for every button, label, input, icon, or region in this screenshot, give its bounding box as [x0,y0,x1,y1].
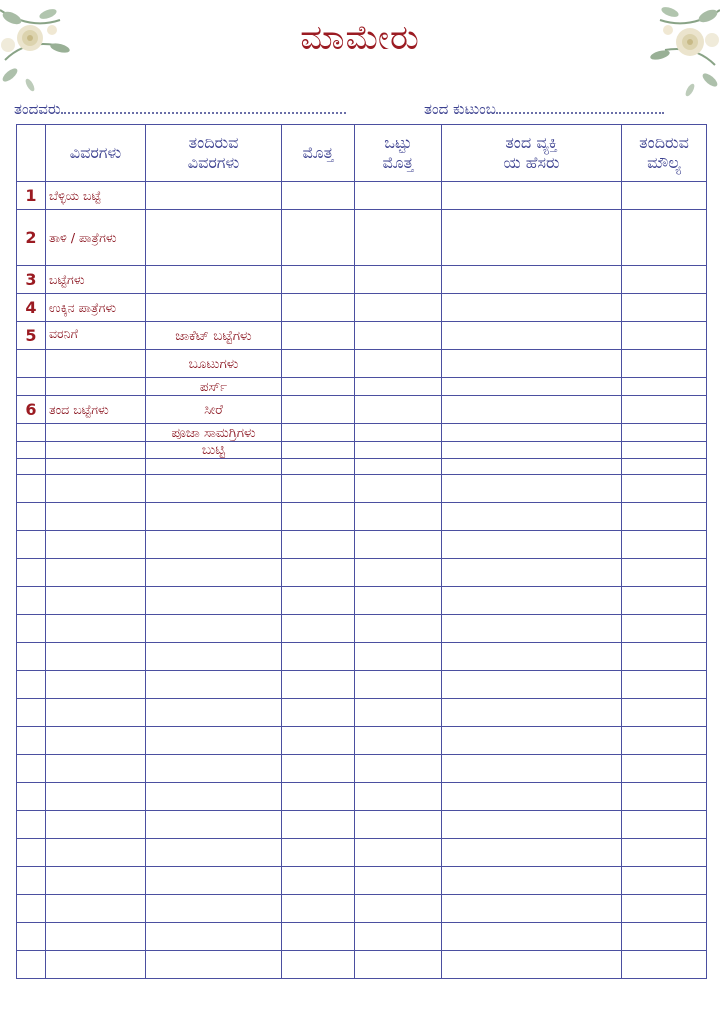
table-row [17,266,707,294]
row-number[interactable] [17,531,46,559]
header-grand-total: ಒಟ್ಟು ಮೊತ್ತ [355,125,442,182]
row-sub-item[interactable] [146,839,282,867]
row-sub-item[interactable] [146,531,282,559]
row-grand-total[interactable] [355,951,442,979]
table-row [17,727,707,755]
row-sub-item [146,266,282,294]
row-grand-total[interactable] [355,699,442,727]
row-person-name[interactable] [442,475,622,503]
row-person-name[interactable] [442,322,622,350]
row-item[interactable] [46,615,146,643]
row-total[interactable] [282,378,355,396]
row-sub-item [146,182,282,210]
table-row [17,424,707,442]
row-sub-item[interactable] [146,951,282,979]
row-grand-total[interactable] [355,923,442,951]
row-item[interactable] [46,923,146,951]
table-row [17,783,707,811]
row-total[interactable] [282,615,355,643]
header-value: ತಂದಿರುವ ಮೌಲ್ಯ [622,125,707,182]
row-item[interactable] [46,755,146,783]
row-grand-total[interactable] [355,322,442,350]
row-grand-total[interactable] [355,210,442,266]
row-value[interactable] [622,951,707,979]
row-person-name[interactable] [442,895,622,923]
table-row [17,839,707,867]
row-item[interactable] [46,643,146,671]
row-value[interactable] [622,459,707,475]
row-person-name[interactable] [442,755,622,783]
table-row [17,503,707,531]
row-sub-item[interactable] [146,727,282,755]
row-grand-total[interactable] [355,839,442,867]
row-number [17,350,46,378]
row-number[interactable] [17,615,46,643]
row-value[interactable] [622,755,707,783]
row-sub-item [146,294,282,322]
table-row [17,475,707,503]
row-sub-item[interactable] [146,811,282,839]
table-row [17,210,707,266]
row-person-name[interactable] [442,559,622,587]
row-person-name[interactable] [442,210,622,266]
table-row [17,182,707,210]
row-sub-item[interactable] [146,643,282,671]
row-grand-total[interactable] [355,587,442,615]
row-number[interactable] [17,643,46,671]
row-value[interactable] [622,503,707,531]
row-sub-item[interactable] [146,923,282,951]
table-row [17,923,707,951]
row-total[interactable] [282,503,355,531]
row-number[interactable] [17,895,46,923]
row-value[interactable] [622,923,707,951]
row-grand-total[interactable] [355,424,442,442]
row-item[interactable] [46,839,146,867]
row-grand-total[interactable] [355,396,442,424]
table-row [17,699,707,727]
row-item[interactable] [46,459,146,475]
row-person-name[interactable] [442,643,622,671]
row-item[interactable] [46,587,146,615]
row-value[interactable] [622,378,707,396]
row-item[interactable] [46,867,146,895]
row-person-name[interactable] [442,923,622,951]
row-item [46,442,146,459]
row-total[interactable] [282,182,355,210]
row-person-name[interactable] [442,783,622,811]
row-sub-item: ಪೂಜಾ ಸಾಮಗ್ರಿಗಳು [146,424,282,442]
row-item[interactable] [46,895,146,923]
row-sub-item[interactable] [146,783,282,811]
row-total[interactable] [282,951,355,979]
row-number[interactable] [17,755,46,783]
row-number [17,378,46,396]
row-grand-total[interactable] [355,643,442,671]
row-item [46,378,146,396]
row-value[interactable] [622,783,707,811]
row-item: ತಂದ ಬಟ್ಟೆಗಳು [46,396,146,424]
row-total[interactable] [282,867,355,895]
row-number[interactable] [17,475,46,503]
table-row [17,895,707,923]
row-total[interactable] [282,699,355,727]
table-row [17,755,707,783]
row-item [46,350,146,378]
row-sub-item[interactable] [146,867,282,895]
row-number[interactable] [17,699,46,727]
table-row [17,615,707,643]
row-total[interactable] [282,839,355,867]
row-person-name[interactable] [442,587,622,615]
row-total[interactable] [282,811,355,839]
row-total[interactable] [282,424,355,442]
row-value[interactable] [622,727,707,755]
row-sub-item[interactable] [146,671,282,699]
row-sub-item [146,210,282,266]
row-number[interactable] [17,459,46,475]
table-row [17,587,707,615]
row-item[interactable] [46,811,146,839]
table-row [17,643,707,671]
row-value[interactable] [622,322,707,350]
row-total[interactable] [282,322,355,350]
row-number: 3 [17,266,46,294]
row-sub-item: ಬೂಟುಗಳು [146,350,282,378]
row-item [46,424,146,442]
row-sub-item[interactable] [146,503,282,531]
row-value[interactable] [622,671,707,699]
row-number[interactable] [17,923,46,951]
row-total[interactable] [282,587,355,615]
brought-family-blank[interactable] [496,111,664,114]
row-total[interactable] [282,396,355,424]
row-number [17,442,46,459]
row-person-name[interactable] [442,503,622,531]
row-grand-total[interactable] [355,783,442,811]
row-number[interactable] [17,671,46,699]
row-grand-total[interactable] [355,294,442,322]
row-grand-total[interactable] [355,615,442,643]
header-brought-details: ತಂದಿರುವ ವಿವರಗಳು [146,125,282,182]
row-total[interactable] [282,350,355,378]
row-item[interactable] [46,503,146,531]
row-number[interactable] [17,951,46,979]
row-item[interactable] [46,951,146,979]
row-grand-total[interactable] [355,867,442,895]
row-grand-total[interactable] [355,182,442,210]
row-person-name[interactable] [442,615,622,643]
brought-by-label: ತಂದವರು [14,100,61,118]
row-value[interactable] [622,867,707,895]
table-row [17,951,707,979]
table-row [17,531,707,559]
row-item: ಬೆಳ್ಳಿಯ ಬಟ್ಟೆ [46,182,146,210]
row-person-name[interactable] [442,442,622,459]
row-sub-item[interactable] [146,895,282,923]
row-person-name[interactable] [442,727,622,755]
row-sub-item[interactable] [146,755,282,783]
row-total[interactable] [282,210,355,266]
row-total[interactable] [282,895,355,923]
row-item[interactable] [46,727,146,755]
row-grand-total[interactable] [355,442,442,459]
brought-family-field[interactable] [424,100,664,118]
row-sub-item[interactable] [146,459,282,475]
row-grand-total[interactable] [355,378,442,396]
table-row [17,867,707,895]
table-row [17,811,707,839]
row-person-name[interactable] [442,531,622,559]
row-number[interactable] [17,811,46,839]
row-sub-item: ಜಾಕೆಟ್ ಬಟ್ಟೆಗಳು [146,322,282,350]
row-total[interactable] [282,559,355,587]
gift-ledger-table [16,124,707,979]
table-row [17,322,707,350]
row-person-name[interactable] [442,182,622,210]
row-total[interactable] [282,442,355,459]
row-number: 2 [17,210,46,266]
row-sub-item[interactable] [146,559,282,587]
row-sub-item: ಬುಟ್ಟಿ [146,442,282,459]
table-header-row [17,125,707,182]
row-sub-item[interactable] [146,699,282,727]
table-row [17,396,707,424]
brought-by-field[interactable] [14,100,346,118]
row-total[interactable] [282,671,355,699]
row-person-name[interactable] [442,839,622,867]
row-number[interactable] [17,839,46,867]
row-value[interactable] [622,266,707,294]
row-person-name[interactable] [442,811,622,839]
row-grand-total[interactable] [355,475,442,503]
row-total[interactable] [282,643,355,671]
row-value[interactable] [622,615,707,643]
row-total[interactable] [282,531,355,559]
header-total: ಮೊತ್ತ [282,125,355,182]
row-total[interactable] [282,475,355,503]
row-total[interactable] [282,294,355,322]
row-item[interactable] [46,531,146,559]
row-grand-total[interactable] [355,350,442,378]
row-number[interactable] [17,587,46,615]
brought-by-blank[interactable] [61,111,346,114]
row-value[interactable] [622,294,707,322]
row-item: ತಾಳಿ / ಪಾತ್ರೆಗಳು [46,210,146,266]
page-title: ಮಾಮೇರು [300,18,420,58]
row-person-name[interactable] [442,350,622,378]
row-value[interactable] [622,811,707,839]
row-sub-item[interactable] [146,475,282,503]
row-number[interactable] [17,559,46,587]
table-row [17,294,707,322]
table-row [17,442,707,459]
table-row [17,671,707,699]
row-person-name[interactable] [442,266,622,294]
header-number [17,125,46,182]
row-value[interactable] [622,643,707,671]
row-person-name[interactable] [442,671,622,699]
row-value[interactable] [622,587,707,615]
table-row [17,378,707,396]
row-total[interactable] [282,266,355,294]
row-grand-total[interactable] [355,727,442,755]
row-item: ಉಕ್ಕಿನ ಪಾತ್ರೆಗಳು [46,294,146,322]
row-grand-total[interactable] [355,811,442,839]
row-number [17,424,46,442]
row-number: 1 [17,182,46,210]
row-value[interactable] [622,839,707,867]
row-grand-total[interactable] [355,266,442,294]
row-value[interactable] [622,531,707,559]
row-person-name[interactable] [442,378,622,396]
row-sub-item: ಸೀರೆ [146,396,282,424]
row-grand-total[interactable] [355,531,442,559]
row-value[interactable] [622,182,707,210]
row-item[interactable] [46,559,146,587]
row-person-name[interactable] [442,294,622,322]
row-item[interactable] [46,699,146,727]
row-number[interactable] [17,503,46,531]
row-grand-total[interactable] [355,503,442,531]
row-sub-item[interactable] [146,615,282,643]
row-grand-total[interactable] [355,755,442,783]
row-sub-item[interactable] [146,587,282,615]
row-value[interactable] [622,396,707,424]
table-row [17,459,707,475]
row-value[interactable] [622,699,707,727]
brought-family-label: ತಂದ ಕುಟುಂಬ [424,100,496,118]
row-person-name[interactable] [442,699,622,727]
row-person-name[interactable] [442,396,622,424]
table-row [17,559,707,587]
row-sub-item: ಪರ್ಸ್ [146,378,282,396]
row-item: ವರನಿಗೆ [46,322,146,350]
row-value[interactable] [622,350,707,378]
row-value[interactable] [622,210,707,266]
row-value[interactable] [622,559,707,587]
row-total[interactable] [282,459,355,475]
row-total[interactable] [282,783,355,811]
row-number: 4 [17,294,46,322]
row-grand-total[interactable] [355,895,442,923]
row-person-name[interactable] [442,951,622,979]
row-number[interactable] [17,783,46,811]
row-value[interactable] [622,895,707,923]
row-value[interactable] [622,475,707,503]
row-person-name[interactable] [442,459,622,475]
row-grand-total[interactable] [355,671,442,699]
row-number: 6 [17,396,46,424]
row-total[interactable] [282,727,355,755]
row-number: 5 [17,322,46,350]
header-details: ವಿವರಗಳು [46,125,146,182]
table-row [17,350,707,378]
row-person-name[interactable] [442,867,622,895]
row-person-name[interactable] [442,424,622,442]
row-number[interactable] [17,867,46,895]
row-grand-total[interactable] [355,459,442,475]
header-person-name: ತಂದ ವ್ಯಕ್ತಿ ಯ ಹೆಸರು [442,125,622,182]
row-item[interactable] [46,671,146,699]
row-item[interactable] [46,783,146,811]
row-grand-total[interactable] [355,559,442,587]
row-total[interactable] [282,923,355,951]
row-value[interactable] [622,442,707,459]
row-item: ಬಟ್ಟೆಗಳು [46,266,146,294]
row-number[interactable] [17,727,46,755]
row-value[interactable] [622,424,707,442]
row-item[interactable] [46,475,146,503]
row-total[interactable] [282,755,355,783]
